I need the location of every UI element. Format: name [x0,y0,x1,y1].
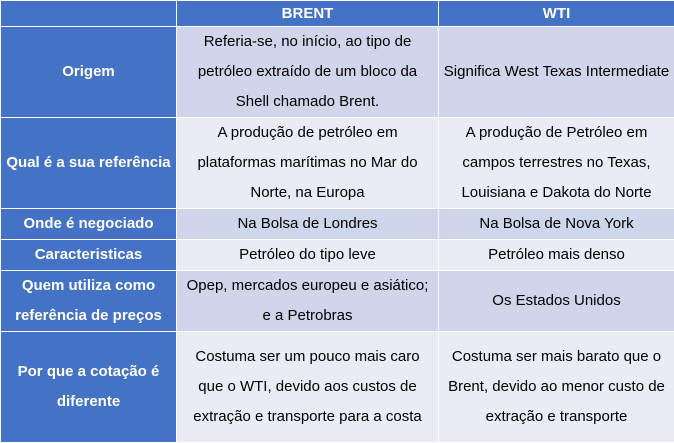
cell-brent: Opep, mercados europeu e asiático; e a Petrobras [177,271,439,332]
row-header: Qual é a sua referência [1,118,177,209]
corner-cell [1,1,177,27]
cell-wti: Na Bolsa de Nova York [439,209,674,240]
cell-brent: Referia-se, no início, ao tipo de petróleo extraído de um bloco da Shell chamado Brent. [177,27,439,118]
table-row-negociado [1,209,674,240]
table-row-referencia [1,118,674,209]
row-header: Origem [1,27,177,118]
row-header: Por que a cotação é diferente [1,332,177,443]
cell-wti: Costuma ser mais barato que o Brent, devido ao menor custo de extração e transporte [439,332,674,443]
row-header: Caracteristicas [1,240,177,271]
cell-wti: Petróleo mais denso [439,240,674,271]
row-header: Quem utiliza como referência de preços [1,271,177,332]
table-row-cotacao [1,332,674,443]
table-row-caracteristicas [1,240,674,271]
row-header: Onde é negociado [1,209,177,240]
table-row-origem [1,27,674,118]
cell-brent: Petróleo do tipo leve [177,240,439,271]
cell-brent: A produção de petróleo em plataformas marítimas no Mar do Norte, na Europa [177,118,439,209]
column-header-wti: WTI [439,1,674,27]
cell-brent: Costuma ser um pouco mais caro que o WTI, devido aos custos de extração e transporte para a costa [177,332,439,443]
cell-wti: A produção de Petróleo em campos terrestres no Texas, Louisiana e Dakota do Norte [439,118,674,209]
column-header-brent: BRENT [177,1,439,27]
cell-wti: Significa West Texas Intermediate [439,27,674,118]
cell-wti: Os Estados Unidos [439,271,674,332]
cell-brent: Na Bolsa de Londres [177,209,439,240]
header-row [1,1,674,27]
table-row-quem-utiliza [1,271,674,332]
